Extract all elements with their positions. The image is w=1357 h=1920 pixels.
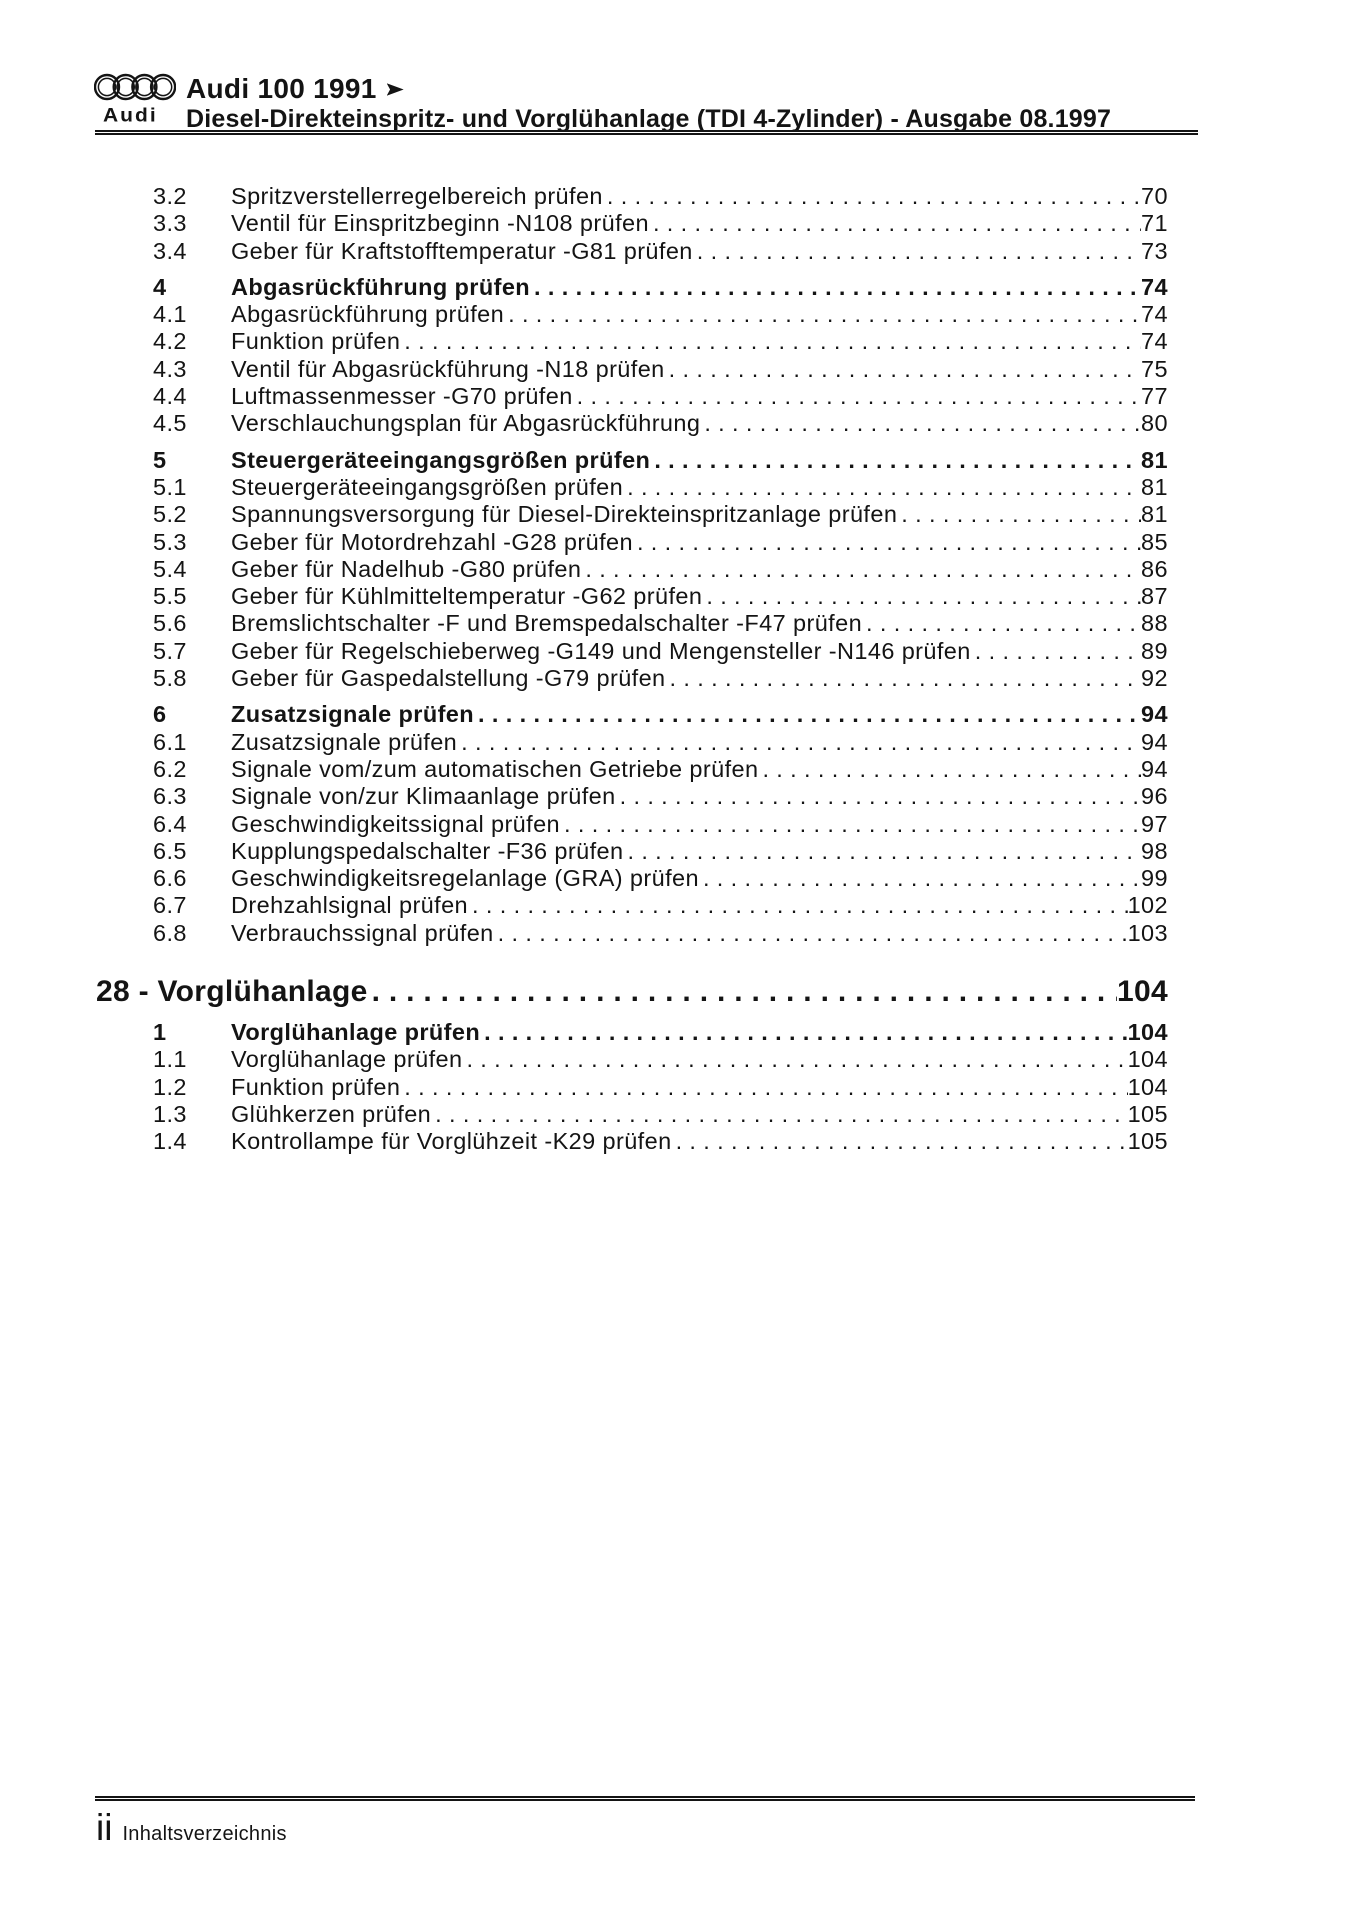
toc-entry — [153, 783, 1168, 810]
dot-leader-icon — [573, 383, 1141, 410]
toc-entry-page: 102 — [1127, 892, 1168, 919]
toc-entry — [153, 583, 1168, 610]
toc-entry — [153, 892, 1168, 919]
toc-entry-title: Steuergeräteeingangsgrößen prüfen — [231, 446, 651, 473]
toc-entry-page: 89 — [1141, 637, 1168, 664]
toc-entry-page: 104 — [1127, 1019, 1168, 1046]
toc-entry-page: 86 — [1141, 555, 1168, 582]
toc-entry-number: 6.7 — [153, 892, 187, 919]
toc-entry-title: Abgasrückführung prüfen — [231, 273, 531, 300]
toc-entry-page: 104 — [1117, 975, 1168, 1009]
toc-entry-title: Vorglühanlage prüfen — [231, 1046, 463, 1073]
dot-leader-icon — [672, 1128, 1128, 1155]
toc-entry — [153, 1074, 1168, 1101]
toc-entry-number: 5.5 — [153, 583, 187, 610]
toc-entry — [153, 729, 1168, 756]
toc-entry — [153, 1128, 1168, 1155]
toc-entry-title: Kupplungspedalschalter -F36 prüfen — [231, 837, 624, 864]
dot-leader-icon — [457, 729, 1141, 756]
toc-entry-number: 5 — [153, 446, 167, 473]
toc-entry — [153, 274, 1168, 301]
dot-leader-icon — [971, 638, 1141, 665]
toc-entry-title: Vorglühanlage prüfen — [231, 1019, 481, 1046]
dot-leader-icon — [666, 665, 1142, 692]
toc-entry-page: 104 — [1127, 1073, 1168, 1100]
toc-entry-number: 5.1 — [153, 473, 187, 500]
toc-entry-page: 92 — [1141, 665, 1168, 692]
toc-entry-number: 1.2 — [153, 1073, 187, 1100]
toc-entry-page: 74 — [1141, 301, 1168, 328]
dot-leader-icon — [462, 1046, 1127, 1073]
toc-entry-title: Spannungsversorgung für Diesel-Direkteinspritzanlage prüfen — [231, 501, 898, 528]
toc-entry-page: 88 — [1141, 610, 1168, 637]
toc-entry-page: 73 — [1141, 237, 1168, 264]
toc-entry — [96, 974, 1168, 1010]
toc-entry-title: Verschlauchungsplan für Abgasrückführung — [231, 410, 701, 437]
toc-entry-page: 96 — [1141, 783, 1168, 810]
toc-entry-number: 6.3 — [153, 783, 187, 810]
toc-entry-page: 81 — [1141, 501, 1168, 528]
toc-entry-title: Abgasrückführung prüfen — [231, 301, 505, 328]
toc-entry-number: 3.2 — [153, 183, 187, 209]
toc-entry-number: 5.3 — [153, 528, 187, 555]
toc-entry-number: 6.6 — [153, 865, 187, 892]
toc-entry-title: Geber für Motordrehzahl -G28 prüfen — [231, 528, 633, 555]
toc-entry-number: 6.1 — [153, 728, 187, 755]
model-line-text: Audi 100 1991 — [186, 73, 377, 104]
page-header — [94, 70, 1111, 133]
dot-leader-icon — [468, 892, 1128, 919]
audi-wordmark: Audi — [103, 104, 158, 127]
toc-entry-title: Geschwindigkeitssignal prüfen — [231, 810, 561, 837]
dot-leader-icon — [897, 501, 1141, 528]
dot-leader-icon — [699, 865, 1141, 892]
toc-entry-page: 87 — [1141, 583, 1168, 610]
toc-entry-title: Drehzahlsignal prüfen — [231, 892, 469, 919]
toc-entry-number: 4.3 — [153, 355, 187, 382]
toc-entry — [153, 356, 1168, 383]
toc-entry-number: 3.4 — [153, 237, 187, 264]
toc-entry-page: 98 — [1141, 837, 1168, 864]
toc-entry-page: 94 — [1141, 728, 1168, 755]
toc-entry-title: Ventil für Einspritzbeginn -N108 prüfen — [231, 210, 649, 237]
toc-entry — [153, 556, 1168, 583]
toc-entry-page: 99 — [1141, 865, 1168, 892]
toc-entry — [153, 183, 1168, 210]
dot-leader-icon — [581, 556, 1141, 583]
toc-entry-number: 4.4 — [153, 383, 187, 410]
footer-section-label: Inhaltsverzeichnis — [122, 1823, 287, 1845]
toc-entry — [153, 701, 1168, 728]
toc-entry-number: 4.1 — [153, 301, 187, 328]
dot-leader-icon — [400, 328, 1141, 355]
dot-leader-icon — [665, 356, 1141, 383]
toc-entry-page: 70 — [1141, 183, 1168, 209]
toc-entry-title: Geber für Gaspedalstellung -G79 prüfen — [231, 665, 666, 692]
toc-entry-number: 5.2 — [153, 501, 187, 528]
dot-leader-icon — [650, 447, 1141, 474]
dot-leader-icon — [693, 238, 1141, 265]
toc-entry-page: 97 — [1141, 810, 1168, 837]
toc-entry-title: Bremslichtschalter -F und Bremspedalschalter -F47 prüfen — [231, 610, 863, 637]
dot-leader-icon — [494, 920, 1128, 947]
header-divider — [95, 130, 1198, 135]
dot-leader-icon — [474, 701, 1141, 728]
toc-entry-title: Signale vom/zum automatischen Getriebe prüfen — [231, 755, 759, 782]
toc-entry-number: 5.4 — [153, 555, 187, 582]
toc-entry — [153, 410, 1168, 437]
toc-entry-title: Ventil für Abgasrückführung -N18 prüfen — [231, 355, 665, 382]
toc-entry-title: Geber für Nadelhub -G80 prüfen — [231, 555, 582, 582]
dot-leader-icon — [633, 529, 1141, 556]
arrow-right-icon — [387, 82, 404, 97]
toc-entry-title: 28 - Vorglühanlage — [96, 975, 368, 1009]
dot-leader-icon — [504, 301, 1141, 328]
toc-entry-number: 5.7 — [153, 637, 187, 664]
toc-entry-title: Verbrauchssignal prüfen — [231, 919, 494, 946]
toc-entry — [153, 474, 1168, 501]
toc-entry — [153, 1019, 1168, 1046]
toc-entry-title: Luftmassenmesser -G70 prüfen — [231, 383, 573, 410]
toc-entry — [153, 1101, 1168, 1128]
dot-leader-icon — [616, 783, 1141, 810]
toc-entry-number: 3.3 — [153, 210, 187, 237]
dot-leader-icon — [702, 583, 1141, 610]
toc-entry-number: 6.5 — [153, 837, 187, 864]
dot-leader-icon — [862, 610, 1141, 637]
toc-entry — [153, 210, 1168, 237]
toc-entry-title: Funktion prüfen — [231, 328, 401, 355]
dot-leader-icon — [603, 183, 1141, 210]
toc-entry-title: Geber für Kraftstofftemperatur -G81 prüfen — [231, 237, 693, 264]
toc-entry — [153, 610, 1168, 637]
toc-entry-number: 6.2 — [153, 755, 187, 782]
toc-entry-page: 77 — [1141, 383, 1168, 410]
toc-entry — [153, 238, 1168, 265]
page-number: ii — [96, 1807, 113, 1848]
toc-entry — [153, 920, 1168, 947]
toc-entry-title: Spritzverstellerregelbereich prüfen — [231, 183, 603, 209]
toc-entry-title: Zusatzsignale prüfen — [231, 701, 475, 728]
toc-entry-number: 4.5 — [153, 410, 187, 437]
dot-leader-icon — [368, 974, 1117, 1010]
page-footer — [96, 1806, 287, 1850]
toc-entry-number: 6 — [153, 701, 167, 728]
toc-entry-page: 94 — [1141, 701, 1168, 728]
toc-entry-page: 75 — [1141, 355, 1168, 382]
toc-entry-number: 4.2 — [153, 328, 187, 355]
dot-leader-icon — [623, 474, 1141, 501]
toc-entry-page: 81 — [1141, 446, 1168, 473]
toc-entry — [153, 501, 1168, 528]
toc-entry — [153, 756, 1168, 783]
footer-divider — [95, 1796, 1195, 1801]
toc-entry — [153, 301, 1168, 328]
header-titles — [186, 70, 1111, 133]
toc-entry-page: 94 — [1141, 755, 1168, 782]
toc-entry-number: 5.6 — [153, 610, 187, 637]
toc-entry — [153, 529, 1168, 556]
header-model-line — [186, 74, 1111, 103]
dot-leader-icon — [623, 838, 1141, 865]
toc-entry — [153, 447, 1168, 474]
dot-leader-icon — [530, 274, 1141, 301]
toc-entry-title: Kontrollampe für Vorglühzeit -K29 prüfen — [231, 1128, 672, 1155]
toc-entry — [153, 811, 1168, 838]
toc-entry-page: 71 — [1141, 210, 1168, 237]
toc-entry-page: 85 — [1141, 528, 1168, 555]
toc-entry-number: 1.4 — [153, 1128, 187, 1155]
toc-entry-title: Steuergeräteeingangsgrößen prüfen — [231, 473, 624, 500]
toc-entry-title: Signale von/zur Klimaanlage prüfen — [231, 783, 616, 810]
toc-entry — [153, 328, 1168, 355]
dot-leader-icon — [649, 210, 1141, 237]
header-subtitle: Diesel-Direkteinspritz- und Vorglühanlage (TDI 4-Zylinder) - Ausgabe 08.1997 — [186, 105, 1112, 133]
toc-entry-title: Geschwindigkeitsregelanlage (GRA) prüfen — [231, 865, 699, 892]
toc-entry-page: 103 — [1127, 919, 1168, 946]
toc-entry-page: 104 — [1127, 1046, 1168, 1073]
audi-logo — [94, 70, 186, 128]
toc-entry — [153, 665, 1168, 692]
toc-entry — [153, 383, 1168, 410]
toc-entry-page: 105 — [1127, 1100, 1168, 1127]
toc-entry-number: 1.3 — [153, 1100, 187, 1127]
toc-entry-number: 1.1 — [153, 1046, 187, 1073]
toc-entry-number: 6.8 — [153, 919, 187, 946]
toc-entry-number: 1 — [153, 1019, 167, 1046]
toc-entry — [153, 638, 1168, 665]
audi-rings-icon — [94, 70, 176, 105]
dot-leader-icon — [400, 1074, 1127, 1101]
toc-entry-page: 74 — [1141, 328, 1168, 355]
toc-entry-page: 81 — [1141, 473, 1168, 500]
toc-entry-title: Zusatzsignale prüfen — [231, 728, 458, 755]
dot-leader-icon — [480, 1019, 1127, 1046]
dot-leader-icon — [431, 1101, 1127, 1128]
toc-entry — [153, 1046, 1168, 1073]
toc-entry-title: Geber für Regelschieberweg -G149 und Mengensteller -N146 prüfen — [231, 637, 971, 664]
toc-entry-number: 4 — [153, 273, 167, 300]
toc-entry-title: Glühkerzen prüfen — [231, 1100, 432, 1127]
toc-entry-title: Geber für Kühlmitteltemperatur -G62 prüfen — [231, 583, 703, 610]
dot-leader-icon — [758, 756, 1141, 783]
toc-entry-number: 5.8 — [153, 665, 187, 692]
toc-entry-page: 105 — [1127, 1128, 1168, 1155]
table-of-contents — [96, 183, 1168, 1156]
toc-entry-title: Funktion prüfen — [231, 1073, 401, 1100]
toc-entry — [153, 865, 1168, 892]
toc-entry-page: 80 — [1141, 410, 1168, 437]
toc-entry-number: 6.4 — [153, 810, 187, 837]
toc-entry-page: 74 — [1141, 273, 1168, 300]
dot-leader-icon — [560, 811, 1141, 838]
toc-entry — [153, 838, 1168, 865]
dot-leader-icon — [700, 410, 1141, 437]
